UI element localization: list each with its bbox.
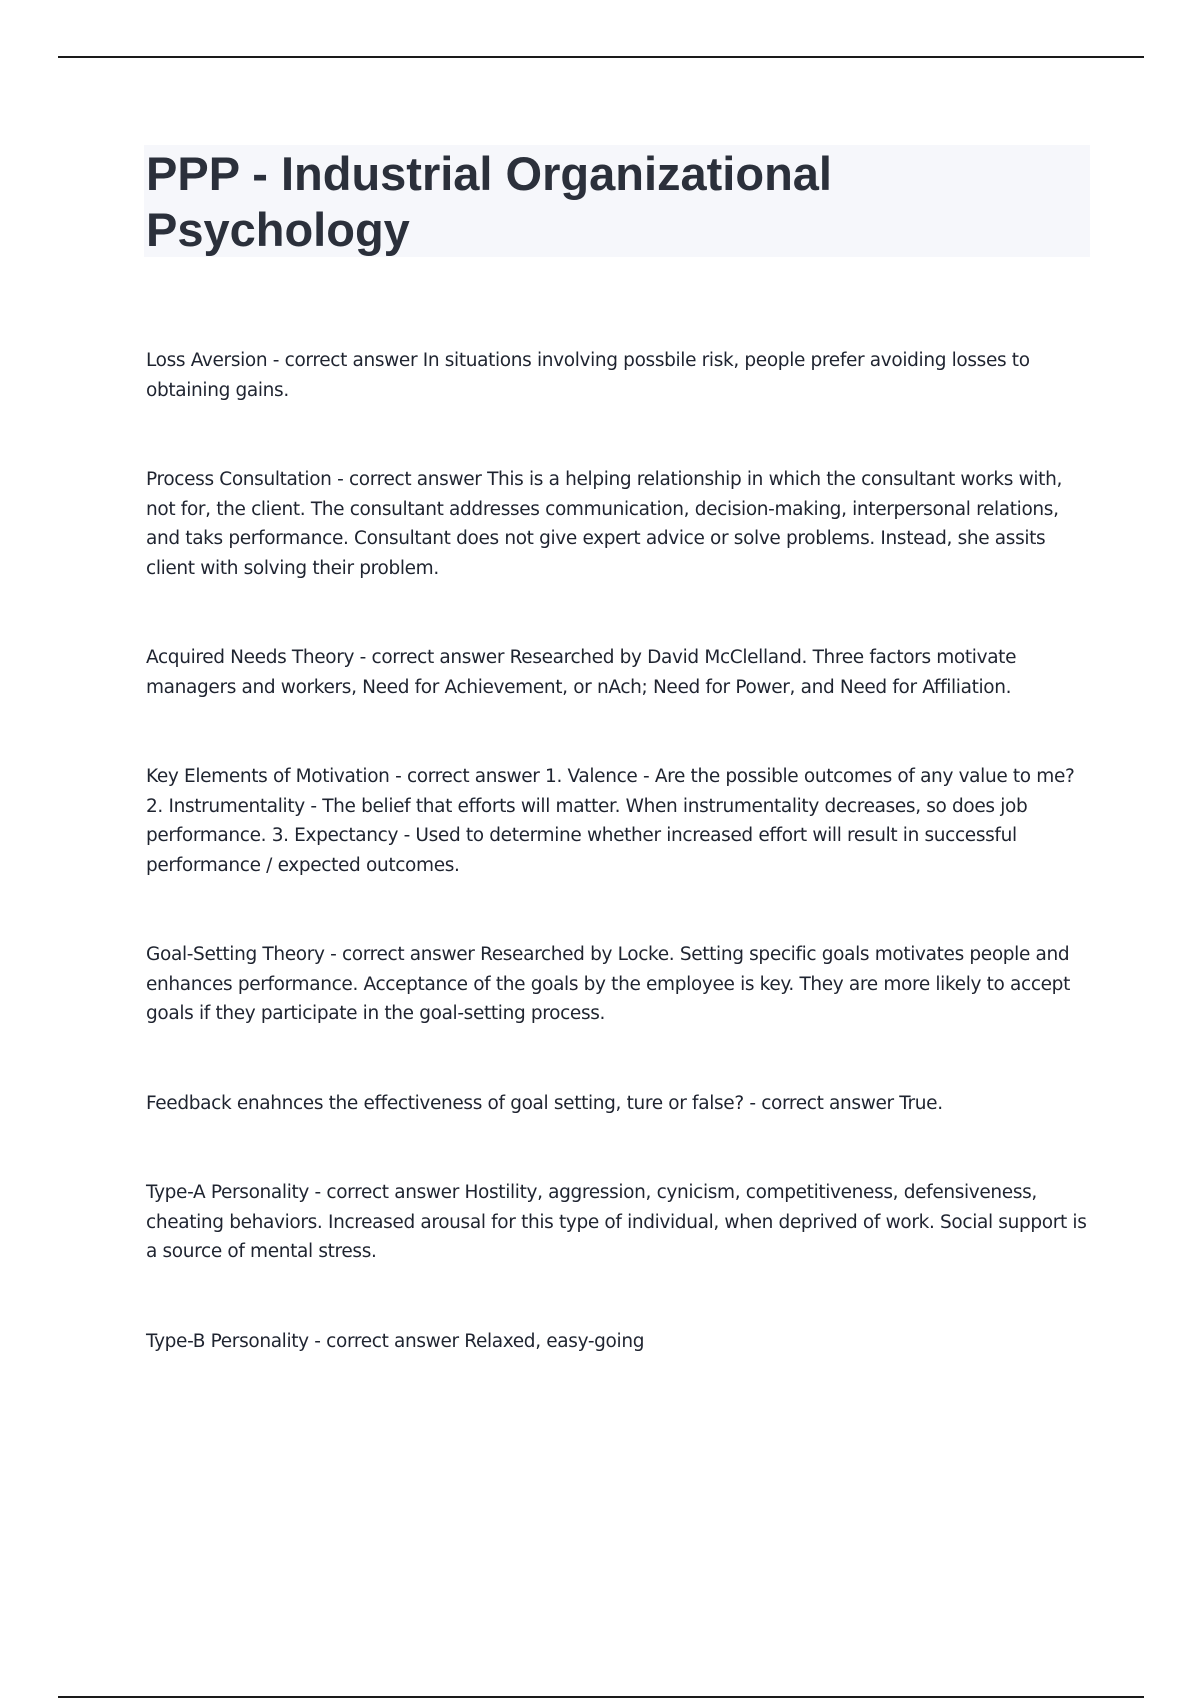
- card-answer: Hostility, aggression, cynicism, competitiveness, defensiveness, cheating behaviors. Increased arousal for this type of individual, when deprived of work. Social support is a source of mental stress.: [146, 1182, 1087, 1262]
- flashcard: Process Consultation - correct answer This is a helping relationship in which the consultant works with, not for, the client. The consultant addresses communication, decision-making, interpersonal relations, and taks performance. Consultant does not give expert advice or solve problems. Instead, she assits client with solving their problem.: [146, 469, 1062, 579]
- card-term: Key Elements of Motivation: [146, 766, 390, 787]
- top-rule: [58, 56, 1144, 58]
- card-answer-marker: correct answer: [341, 944, 475, 965]
- card-answer-marker: correct answer: [326, 1330, 459, 1352]
- card-answer: In situations involving possbile risk, people prefer avoiding losses to obtaining gains.: [146, 350, 1030, 401]
- card-answer: Researched by David McClelland. Three factors motivate managers and workers, Need for Achievement, or nAch; Need for Power, and Need for Affiliation.: [146, 647, 1017, 698]
- card-answer-marker: correct answer: [406, 766, 540, 787]
- card-term: Goal-Setting Theory: [146, 944, 325, 965]
- card-term: Process Consultation: [146, 469, 332, 490]
- card-answer: This is a helping relationship in which the consultant works with, not for, the client. The consultant addresses communication, decision-making, interpersonal relations, and taks performance. Consultant does not give expert advice or solve problems. Instead, she assits client with solving their problem.: [146, 469, 1062, 579]
- card-term: Type-B Personality: [146, 1330, 309, 1352]
- bottom-rule: [58, 1696, 1144, 1698]
- card-answer-marker: correct answer: [284, 350, 418, 371]
- card-answer-marker: correct answer: [326, 1182, 459, 1203]
- card-answer-marker: correct answer: [348, 469, 482, 490]
- flashcard: Type-A Personality - correct answer Hostility, aggression, cynicism, competitiveness, defensiveness, cheating behaviors. Increased arousal for this type of individual, when deprived of work. Social support is a source of mental stress.: [146, 1182, 1087, 1262]
- flashcard: Type-B Personality - correct answer Relaxed, easy-going: [146, 1330, 645, 1352]
- card-answer: Relaxed, easy-going: [464, 1330, 645, 1352]
- page-title: PPP - Industrial Organizational Psychology: [146, 147, 832, 256]
- card-answer: Researched by Locke. Setting specific goals motivates people and enhances performance. Acceptance of the goals by the employee is key. They are more likely to accept goals if they participate in the goal-setting process.: [146, 944, 1070, 1024]
- card-answer-marker: correct answer: [371, 647, 505, 668]
- flashcard: Key Elements of Motivation - correct answer 1. Valence - Are the possible outcomes of any value to me? 2. Instrumentality - The belief that efforts will matter. When instrumentality decreases, so does job performance. 3. Expectancy - Used to determine whether increased effort will result in successful performance / expected outcomes.: [146, 766, 1075, 876]
- flashcard: Feedback enahnces the effectiveness of goal setting, ture or false? - correct answer True.: [146, 1092, 943, 1114]
- card-term: Acquired Needs Theory: [146, 647, 355, 668]
- card-answer: True.: [899, 1092, 943, 1114]
- card-term: Type-A Personality: [146, 1182, 309, 1203]
- card-answer: 1. Valence - Are the possible outcomes of any value to me? 2. Instrumentality - The belief that efforts will matter. When instrumentality decreases, so does job performance. 3. Expectancy - Used to determine whether increased effort will result in successful performance / expected outcomes.: [146, 766, 1075, 876]
- flashcard: Loss Aversion - correct answer In situations involving possbile risk, people prefer avoiding losses to obtaining gains.: [146, 350, 1030, 401]
- flashcard-list: [146, 346, 1092, 1416]
- card-answer-marker: correct answer: [761, 1092, 894, 1114]
- flashcard: Acquired Needs Theory - correct answer Researched by David McClelland. Three factors motivate managers and workers, Need for Achievement, or nAch; Need for Power, and Need for Affiliation.: [146, 647, 1017, 698]
- card-term: Loss Aversion: [146, 350, 268, 371]
- card-term: Feedback enahnces the effectiveness of goal setting, ture or false?: [146, 1092, 744, 1114]
- flashcard: Goal-Setting Theory - correct answer Researched by Locke. Setting specific goals motivates people and enhances performance. Acceptance of the goals by the employee is key. They are more likely to accept goals if they participate in the goal-setting process.: [146, 944, 1070, 1024]
